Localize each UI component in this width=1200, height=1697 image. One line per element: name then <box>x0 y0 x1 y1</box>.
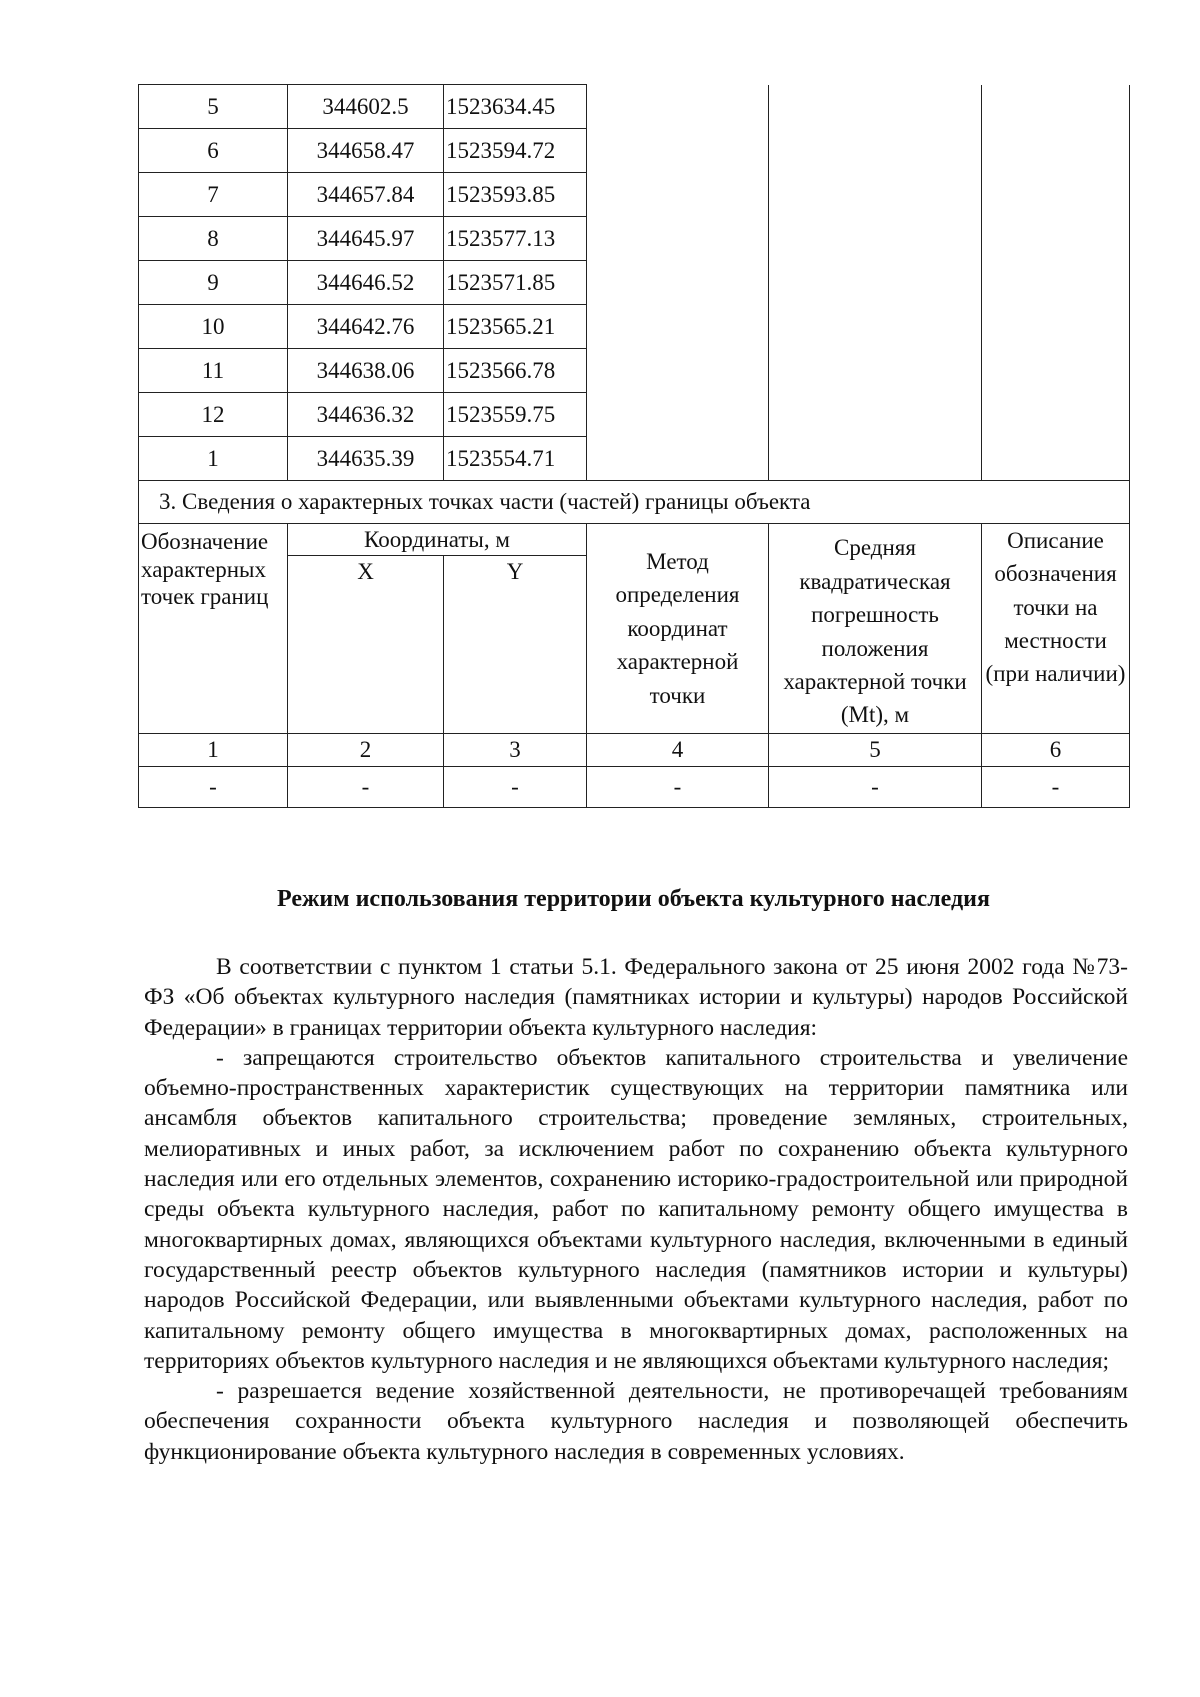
header-designation: Обозначение характерных точек границ <box>139 524 288 734</box>
point-x: 344636.32 <box>288 393 444 437</box>
point-number: 11 <box>139 349 288 393</box>
point-number: 10 <box>139 305 288 349</box>
empty-value: - <box>288 767 444 808</box>
point-number: 9 <box>139 261 288 305</box>
point-y: 1523565.21 <box>444 305 587 349</box>
body-text <box>144 952 1128 1467</box>
point-number: 6 <box>139 129 288 173</box>
section-row <box>139 481 1130 524</box>
header-y: Y <box>444 556 587 734</box>
column-numbers-row <box>139 734 1130 767</box>
paragraph-prohibitions: - запрещаются строительство объектов капитального строительства и увеличение объемно-пространственных характеристик существующих на территории памятника или ансамбля объектов капитального строительства; проведение земляных, строительных, мелиоративных и иных работ, за исключением работ по сохранению объекта культурного наследия или его отдельных элементов, сохранению историко-градостроительной или природной среды объекта культурного наследия, работ по капитальному ремонту общего имущества в многоквартирных домах, являющихся объектами культурного наследия, включенными в единый государственный реестр объектов культурного наследия (памятников истории и культуры) народов Российской Федерации, или выявленными объектами культурного наследия, работ по капитальному ремонту общего имущества в многоквартирных домах, расположенных на территориях объектов культурного наследия и не являющихся объектами культурного наследия; <box>144 1044 1128 1374</box>
table-row <box>139 767 1130 808</box>
column-number: 1 <box>139 734 288 767</box>
section-title: 3. Сведения о характерных точках части (частей) границы объекта <box>139 481 1130 524</box>
point-x: 344638.06 <box>288 349 444 393</box>
point-number: 1 <box>139 437 288 481</box>
column-number: 6 <box>982 734 1130 767</box>
point-y: 1523594.72 <box>444 129 587 173</box>
point-number: 8 <box>139 217 288 261</box>
section-heading: Режим использования территории объекта культурного наследия <box>277 886 990 912</box>
point-x: 344658.47 <box>288 129 444 173</box>
point-number: 12 <box>139 393 288 437</box>
paragraph-permissions: - разрешается ведение хозяйственной деятельности, не противоречащей требованиям обеспечения сохранности объекта культурного наследия и позволяющей обеспечить функционирование объекта культурного наследия в современных условиях. <box>144 1378 1128 1465</box>
point-x: 344635.39 <box>288 437 444 481</box>
point-x: 344646.52 <box>288 261 444 305</box>
paragraph-intro: В соответствии с пунктом 1 статьи 5.1. Федерального закона от 25 июня 2002 года №73-ФЗ «Об объектах культурного наследия (памятниках истории и культуры) народов Российской Федерации» в границах территории объекта культурного наследия: <box>144 954 1128 1041</box>
point-y: 1523577.13 <box>444 217 587 261</box>
point-y: 1523634.45 <box>444 85 587 129</box>
column-number: 4 <box>587 734 769 767</box>
empty-value: - <box>587 767 769 808</box>
point-number: 7 <box>139 173 288 217</box>
point-y: 1523554.71 <box>444 437 587 481</box>
description-empty-cell <box>982 85 1130 481</box>
error-empty-cell <box>769 85 982 481</box>
point-y: 1523559.75 <box>444 393 587 437</box>
empty-value: - <box>982 767 1130 808</box>
empty-value: - <box>139 767 288 808</box>
header-coordinates: Координаты, м <box>288 524 587 556</box>
coordinates-table <box>138 84 1130 808</box>
empty-value: - <box>769 767 982 808</box>
method-empty-cell <box>587 85 769 481</box>
table-row <box>139 85 1130 129</box>
point-x: 344657.84 <box>288 173 444 217</box>
column-number: 3 <box>444 734 587 767</box>
point-x: 344645.97 <box>288 217 444 261</box>
header-mean-error: Средняя квадратическая погрешность положения характерной точки (Mt), м <box>769 524 982 734</box>
header-description: Описание обозначения точки на местности (при наличии) <box>982 524 1130 734</box>
header-row <box>139 524 1130 556</box>
point-x: 344602.5 <box>288 85 444 129</box>
point-number: 5 <box>139 85 288 129</box>
header-method: Метод определения координат характерной точки <box>587 524 769 734</box>
header-x: X <box>288 556 444 734</box>
column-number: 5 <box>769 734 982 767</box>
column-number: 2 <box>288 734 444 767</box>
point-y: 1523566.78 <box>444 349 587 393</box>
point-x: 344642.76 <box>288 305 444 349</box>
point-y: 1523571.85 <box>444 261 587 305</box>
point-y: 1523593.85 <box>444 173 587 217</box>
empty-value: - <box>444 767 587 808</box>
